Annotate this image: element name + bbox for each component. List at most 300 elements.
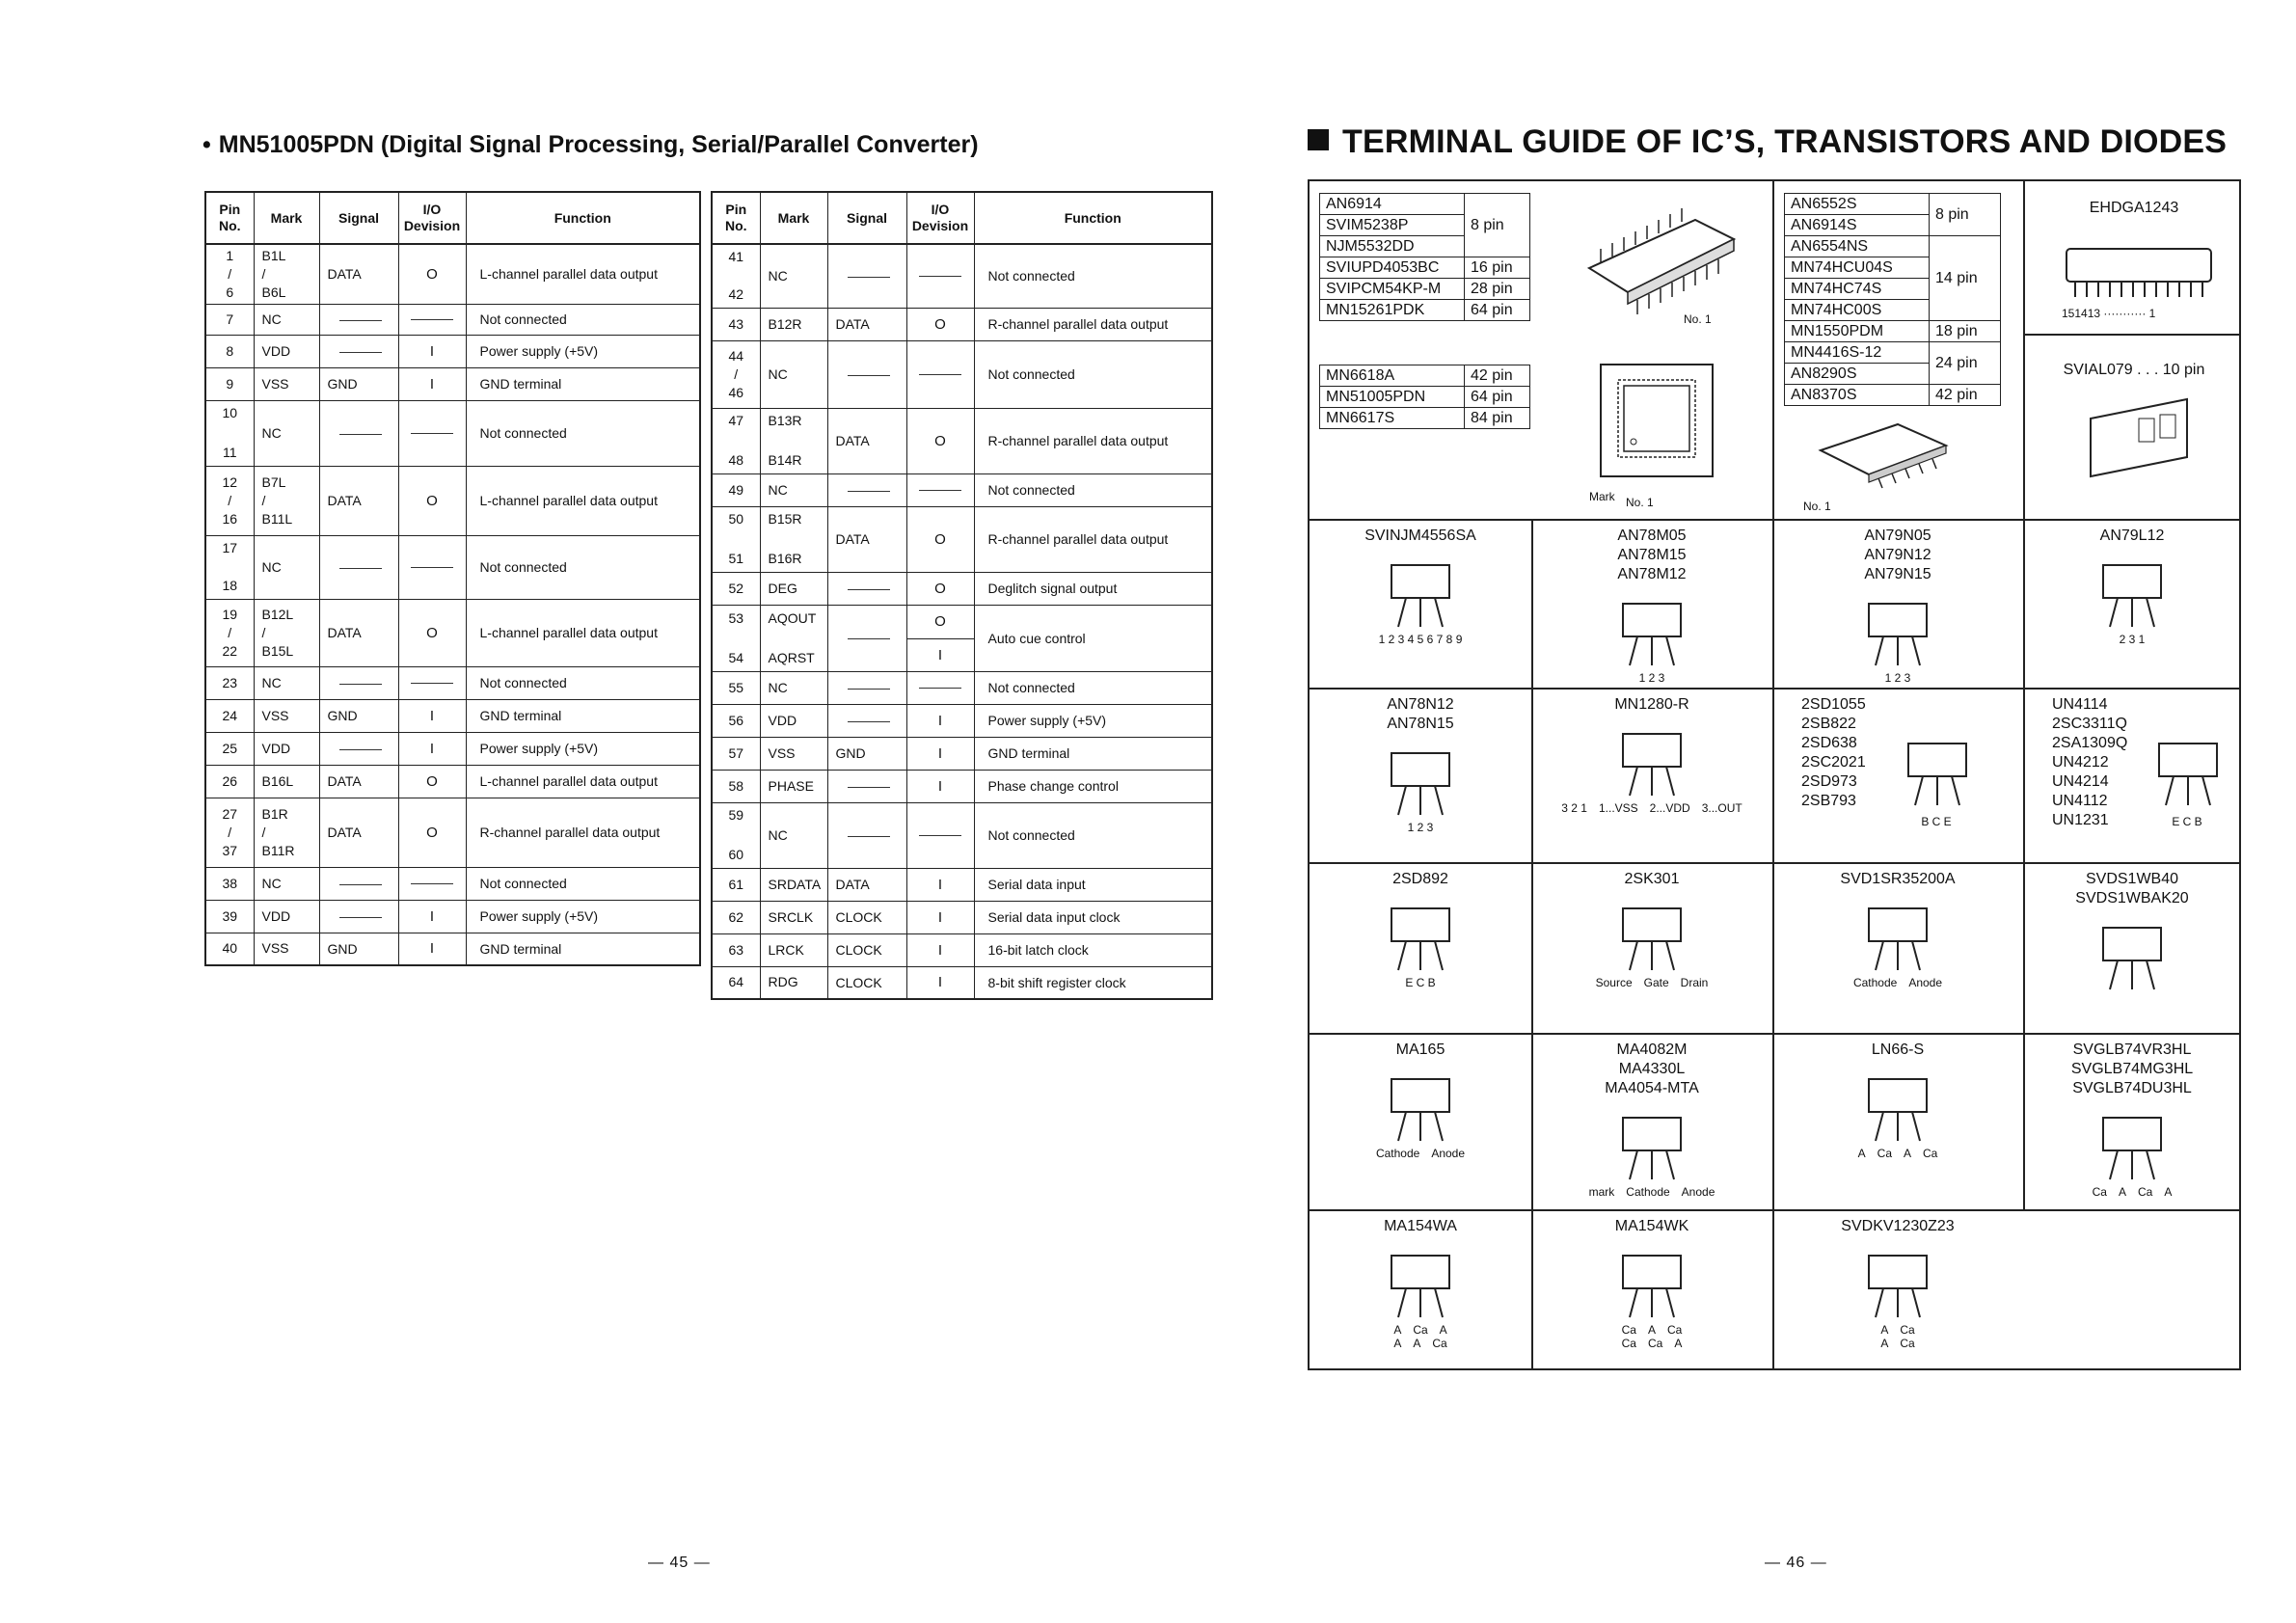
function-cell: R-channel parallel data output (974, 308, 1212, 340)
table-row (205, 933, 700, 965)
ic-group-1-table (1319, 193, 1530, 321)
function-cell: Not connected (974, 671, 1212, 704)
dip-package-icon (1570, 201, 1753, 316)
signal-cell (319, 732, 398, 765)
signal-cell (319, 335, 398, 367)
mark-cell: B15R B16R (760, 506, 827, 572)
function-cell: Power supply (+5V) (466, 900, 700, 933)
pin-no-cell: 57 (712, 737, 760, 770)
ic-group-3-table (1784, 193, 2001, 406)
mark-cell: VDD (760, 704, 827, 737)
pin-count: 42 pin (1465, 365, 1530, 387)
pin-no-cell: 55 (712, 671, 760, 704)
signal-cell: DATA (827, 506, 906, 572)
component-names: AN79L12 (2099, 527, 2165, 544)
pin-table-41-64 (711, 191, 1213, 1000)
pin-no-cell: 44 / 46 (712, 340, 760, 408)
terminal-guide-grid (1308, 179, 2241, 1370)
signal-cell: GND (827, 737, 906, 770)
table-row (712, 704, 1212, 737)
pin-no-cell: 23 (205, 666, 254, 699)
component-cell (1772, 695, 2023, 828)
col-function: Function (466, 192, 700, 244)
mark-cell: SRDATA (760, 868, 827, 901)
pin-labels: A Ca A A A Ca (1393, 1323, 1447, 1350)
component-package-icon (1825, 1069, 1970, 1147)
function-cell: Serial data input clock (974, 901, 1212, 933)
io-cell: O (398, 599, 466, 666)
pin-labels: E C B (1405, 976, 1436, 989)
signal-cell: DATA (827, 308, 906, 340)
table-row (205, 535, 700, 599)
table-row (205, 666, 700, 699)
function-cell: 16-bit latch clock (974, 933, 1212, 966)
function-cell: Not connected (466, 400, 700, 466)
part-name: AN8290S (1785, 364, 1930, 385)
mark-cell: VSS (254, 367, 319, 400)
io-cell: I (398, 699, 466, 732)
pin-labels: Source Gate Drain (1595, 976, 1709, 989)
mark-cell: RDG (760, 966, 827, 999)
pin-no-cell: 27 / 37 (205, 798, 254, 867)
table-row (712, 408, 1212, 473)
signal-cell (827, 671, 906, 704)
io-cell (906, 473, 974, 506)
function-cell: Not connected (466, 304, 700, 335)
mark-cell: PHASE (760, 770, 827, 802)
table-row (712, 737, 1212, 770)
component-cell (1531, 527, 1772, 685)
table-row (712, 868, 1212, 901)
signal-cell: DATA (319, 599, 398, 666)
part-name: MN15261PDK (1320, 300, 1465, 321)
table-row (712, 802, 1212, 868)
function-cell: R-channel parallel data output (466, 798, 700, 867)
function-cell: GND terminal (466, 933, 700, 965)
mark-cell: B12L / B15L (254, 599, 319, 666)
pin-labels: mark Cathode Anode (1588, 1185, 1715, 1199)
mark-cell: NC (254, 535, 319, 599)
signal-cell (319, 900, 398, 933)
mark-cell: B13R B14R (760, 408, 827, 473)
pin-no-cell: 52 (712, 572, 760, 605)
function-cell: L-channel parallel data output (466, 466, 700, 535)
part-name: MN4416S-12 (1785, 342, 1930, 364)
mark-cell: NC (254, 400, 319, 466)
component-cell (1310, 695, 1531, 834)
part-name: AN6552S (1785, 194, 1930, 215)
signal-cell: CLOCK (827, 901, 906, 933)
part-name: NJM5532DD (1320, 236, 1465, 257)
pin-count: 8 pin (1930, 194, 2001, 236)
mark-cell: VDD (254, 335, 319, 367)
pin-count: 42 pin (1930, 385, 2001, 406)
function-cell: L-channel parallel data output (466, 599, 700, 666)
signal-cell (827, 244, 906, 308)
table-row (205, 900, 700, 933)
io-cell: I (906, 770, 974, 802)
mark-cell: VSS (254, 699, 319, 732)
mark-cell: NC (760, 244, 827, 308)
function-cell: Not connected (466, 867, 700, 900)
mark-cell: NC (254, 867, 319, 900)
component-package-icon (2116, 734, 2260, 811)
io-cell: I (906, 933, 974, 966)
part-name: SVIM5238P (1320, 215, 1465, 236)
function-cell: L-channel parallel data output (466, 765, 700, 798)
function-cell: Not connected (974, 244, 1212, 308)
component-cell (2023, 870, 2241, 995)
signal-cell: DATA (319, 798, 398, 867)
pin-count: 18 pin (1930, 321, 2001, 342)
signal-cell (319, 535, 398, 599)
table-row (712, 966, 1212, 999)
function-cell: Power supply (+5V) (466, 335, 700, 367)
signal-cell: DATA (319, 466, 398, 535)
pin-count: 28 pin (1465, 279, 1530, 300)
component-names: AN79N05 AN79N12 AN79N15 (1864, 527, 1931, 582)
pin-count: 16 pin (1465, 257, 1530, 279)
col-pin-no: Pin No. (205, 192, 254, 244)
table-row (712, 605, 1212, 671)
signal-cell (827, 770, 906, 802)
pin-labels: A Ca A Ca (1857, 1147, 1938, 1160)
component-cell (1531, 695, 1772, 815)
right-page-title: TERMINAL GUIDE OF IC’S, TRANSISTORS AND DIODES (1308, 123, 2227, 161)
function-cell: R-channel parallel data output (974, 506, 1212, 572)
pin-no-cell: 7 (205, 304, 254, 335)
io-cell: I (906, 966, 974, 999)
table-row (205, 699, 700, 732)
pin-no-cell: 25 (205, 732, 254, 765)
mark-cell: DEG (760, 572, 827, 605)
pin-count: 8 pin (1465, 194, 1530, 257)
mark-cell: AQOUT AQRST (760, 605, 827, 671)
pin-labels: 1 2 3 (1638, 671, 1665, 685)
pin-count: 24 pin (1930, 342, 2001, 385)
component-names: SVINJM4556SA (1364, 527, 1476, 544)
component-cell (1310, 1217, 1531, 1350)
signal-cell (827, 704, 906, 737)
io-cell: O (398, 798, 466, 867)
io-cell: I (398, 335, 466, 367)
signal-cell: GND (319, 367, 398, 400)
component-package-icon (1580, 594, 1724, 671)
table-row (205, 335, 700, 367)
function-cell: Phase change control (974, 770, 1212, 802)
col-io: I/O Devision (906, 192, 974, 244)
function-cell: GND terminal (466, 367, 700, 400)
component-names: SVDS1WB40 SVDS1WBAK20 (2075, 871, 2189, 906)
pin-range-label: 151413 ··········· 1 (2062, 307, 2156, 320)
part-name: AN6914 (1320, 194, 1465, 215)
component-cell (1531, 870, 1772, 989)
signal-cell: GND (319, 699, 398, 732)
io-cell: I (398, 933, 466, 965)
pin-no-cell: 56 (712, 704, 760, 737)
component-names: MA4082M MA4330L MA4054-MTA (1605, 1041, 1699, 1096)
pin-no-cell: 59 60 (712, 802, 760, 868)
component-package-icon (1348, 744, 1493, 821)
signal-cell: GND (319, 933, 398, 965)
mark-cell: B16L (254, 765, 319, 798)
signal-cell (319, 867, 398, 900)
io-cell (398, 400, 466, 466)
col-signal: Signal (319, 192, 398, 244)
pin-labels: 1 2 3 (1407, 821, 1434, 834)
function-cell: Not connected (974, 802, 1212, 868)
pin-no-cell: 40 (205, 933, 254, 965)
component-names: SVDKV1230Z23 (1841, 1218, 1955, 1234)
part-name: SVIPCM54KP-M (1320, 279, 1465, 300)
table-row (712, 308, 1212, 340)
mark-cell: VDD (254, 732, 319, 765)
io-cell: O (398, 466, 466, 535)
signal-cell (827, 605, 906, 671)
mark-cell: NC (760, 473, 827, 506)
function-cell: L-channel parallel data output (466, 244, 700, 304)
io-cell (398, 304, 466, 335)
ehdga1243-label: EHDGA1243 (2089, 200, 2179, 216)
component-cell (1531, 1217, 1772, 1350)
io-cell: O (906, 572, 974, 605)
table-row (205, 867, 700, 900)
pin-no-cell: 50 51 (712, 506, 760, 572)
function-cell: Not connected (974, 340, 1212, 408)
signal-cell (319, 666, 398, 699)
table-row (205, 304, 700, 335)
io-cell: O (398, 765, 466, 798)
component-cell (1310, 1041, 1531, 1160)
left-page-title: • MN51005PDN (Digital Signal Processing, Serial/Parallel Converter) (203, 131, 979, 158)
part-name: MN1550PDM (1785, 321, 1930, 342)
sop-package-icon (1811, 417, 1956, 494)
mark-cell: B12R (760, 308, 827, 340)
pin-no-cell: 1 / 6 (205, 244, 254, 304)
io-cell (906, 671, 974, 704)
part-name: MN51005PDN (1320, 387, 1465, 408)
table-row (205, 798, 700, 867)
part-name: SVIUPD4053BC (1320, 257, 1465, 279)
table-row (205, 367, 700, 400)
component-cell (1772, 1041, 2023, 1160)
table-row (712, 473, 1212, 506)
mark-cell: NC (760, 671, 827, 704)
page-number-46: — 46 — (1765, 1555, 1827, 1571)
function-cell: Not connected (974, 473, 1212, 506)
component-cell (1531, 1041, 1772, 1199)
component-package-icon (1580, 899, 1724, 976)
pin-no-cell: 63 (712, 933, 760, 966)
component-names: MA154WA (1384, 1218, 1457, 1234)
pin-no-cell: 49 (712, 473, 760, 506)
table-row (712, 901, 1212, 933)
component-package-icon (1348, 1069, 1493, 1147)
no1-label: No. 1 (1626, 496, 1654, 509)
table-row (712, 506, 1212, 572)
component-package-icon (1348, 1246, 1493, 1323)
component-package-icon (2060, 918, 2204, 995)
pin-no-cell: 26 (205, 765, 254, 798)
ic-group-2-table (1319, 365, 1530, 429)
component-package-icon (1580, 1246, 1724, 1323)
pin-no-cell: 58 (712, 770, 760, 802)
function-cell: Auto cue control (974, 605, 1212, 671)
component-cell (1772, 870, 2023, 989)
col-mark: Mark (760, 192, 827, 244)
table-row (205, 765, 700, 798)
pin-labels: 3 2 1 1...VSS 2...VDD 3...OUT (1561, 801, 1742, 815)
pin-count: 84 pin (1465, 408, 1530, 429)
io-cell: O (906, 408, 974, 473)
component-package-icon (2060, 1108, 2204, 1185)
pin-count: 14 pin (1930, 236, 2001, 321)
signal-cell: DATA (827, 408, 906, 473)
sip10-package-icon (2081, 390, 2197, 496)
component-package-icon (2060, 555, 2204, 633)
component-package-icon (1580, 724, 1724, 801)
mark-cell: VSS (254, 933, 319, 965)
function-cell: GND terminal (466, 699, 700, 732)
no1-label: No. 1 (1684, 312, 1712, 326)
io-cell (906, 802, 974, 868)
pin-labels: 1 2 3 4 5 6 7 8 9 (1378, 633, 1463, 646)
function-cell: Not connected (466, 535, 700, 599)
io-cell: O I (906, 605, 974, 671)
io-cell (906, 244, 974, 308)
component-names: MA165 (1395, 1041, 1445, 1058)
component-package-icon (1825, 594, 1970, 671)
mark-cell: B7L / B11L (254, 466, 319, 535)
component-cell (2023, 1041, 2241, 1199)
component-cell (2023, 527, 2241, 646)
signal-cell: DATA (319, 244, 398, 304)
component-package-icon (1825, 1246, 1970, 1323)
part-name: MN6618A (1320, 365, 1465, 387)
table-row (712, 244, 1212, 308)
pin-no-cell: 8 (205, 335, 254, 367)
mark-cell: B1L / B6L (254, 244, 319, 304)
svial079-label: SVIAL079 . . . 10 pin (2063, 362, 2205, 378)
io-cell: I (906, 704, 974, 737)
pin-labels: 1 2 3 (1884, 671, 1911, 685)
io-cell: I (398, 900, 466, 933)
pin-no-cell: 43 (712, 308, 760, 340)
component-package-icon (1865, 734, 2010, 811)
pin-labels: B C E (1921, 815, 1952, 828)
table-row (712, 933, 1212, 966)
part-name: AN6914S (1785, 215, 1930, 236)
function-cell: GND terminal (974, 737, 1212, 770)
io-cell: I (398, 367, 466, 400)
io-cell: O (906, 308, 974, 340)
mark-cell: SRCLK (760, 901, 827, 933)
signal-cell (827, 340, 906, 408)
component-package-icon (1348, 555, 1493, 633)
pin-no-cell: 41 42 (712, 244, 760, 308)
function-cell: 8-bit shift register clock (974, 966, 1212, 999)
pin-count: 64 pin (1465, 387, 1530, 408)
table-row (712, 340, 1212, 408)
pin-no-cell: 64 (712, 966, 760, 999)
pin-no-cell: 38 (205, 867, 254, 900)
io-cell: I (906, 901, 974, 933)
component-cell (1772, 527, 2023, 685)
table-row (205, 244, 700, 304)
pin-no-cell: 19 / 22 (205, 599, 254, 666)
io-cell: I (906, 737, 974, 770)
mark-cell: B1R / B11R (254, 798, 319, 867)
function-cell: Power supply (+5V) (974, 704, 1212, 737)
component-names: 2SD1055 2SB822 2SD638 2SC2021 2SD973 2SB793 (1801, 696, 1866, 809)
pin-no-cell: 62 (712, 901, 760, 933)
function-cell: Power supply (+5V) (466, 732, 700, 765)
pin-labels: Ca A Ca A (2092, 1185, 2173, 1199)
io-cell (398, 867, 466, 900)
pin-no-cell: 24 (205, 699, 254, 732)
pin-no-cell: 47 48 (712, 408, 760, 473)
mark-cell: LRCK (760, 933, 827, 966)
col-pin-no: Pin No. (712, 192, 760, 244)
io-cell (906, 340, 974, 408)
function-cell: Deglitch signal output (974, 572, 1212, 605)
sip-package-icon (2062, 241, 2216, 309)
table-row (712, 671, 1212, 704)
table-row (205, 466, 700, 535)
pin-no-cell: 39 (205, 900, 254, 933)
component-names: LN66-S (1871, 1041, 1925, 1058)
signal-cell: DATA (319, 765, 398, 798)
pin-no-cell: 53 54 (712, 605, 760, 671)
table-row (205, 599, 700, 666)
part-name: MN6617S (1320, 408, 1465, 429)
pin-no-cell: 9 (205, 367, 254, 400)
pin-table-1-40 (204, 191, 701, 966)
io-cell: O (906, 506, 974, 572)
function-cell: Not connected (466, 666, 700, 699)
mark-cell: VSS (760, 737, 827, 770)
signal-cell: DATA (827, 868, 906, 901)
pin-no-cell: 10 11 (205, 400, 254, 466)
table-row (712, 572, 1212, 605)
col-function: Function (974, 192, 1212, 244)
mark-label: Mark (1589, 490, 1615, 503)
component-names: UN4114 2SC3311Q 2SA1309Q UN4212 UN4214 UN4112 UN1231 (2052, 696, 2128, 828)
signal-cell: CLOCK (827, 966, 906, 999)
pin-count: 64 pin (1465, 300, 1530, 321)
io-cell (398, 666, 466, 699)
signal-cell: CLOCK (827, 933, 906, 966)
part-name: MN74HC00S (1785, 300, 1930, 321)
pin-no-cell: 12 / 16 (205, 466, 254, 535)
component-package-icon (1348, 899, 1493, 976)
function-cell: Serial data input (974, 868, 1212, 901)
mark-cell: NC (254, 666, 319, 699)
signal-cell (827, 802, 906, 868)
mark-cell: NC (760, 802, 827, 868)
component-cell (1772, 1217, 2023, 1350)
table-row (712, 770, 1212, 802)
part-name: AN6554NS (1785, 236, 1930, 257)
component-names: AN78M05 AN78M15 AN78M12 (1617, 527, 1687, 582)
pin-labels: E C B (2172, 815, 2202, 828)
col-mark: Mark (254, 192, 319, 244)
component-cell (2023, 695, 2241, 830)
mark-cell: NC (760, 340, 827, 408)
no1-label: No. 1 (1803, 500, 1831, 513)
io-cell: O (398, 244, 466, 304)
pin-no-cell: 17 18 (205, 535, 254, 599)
